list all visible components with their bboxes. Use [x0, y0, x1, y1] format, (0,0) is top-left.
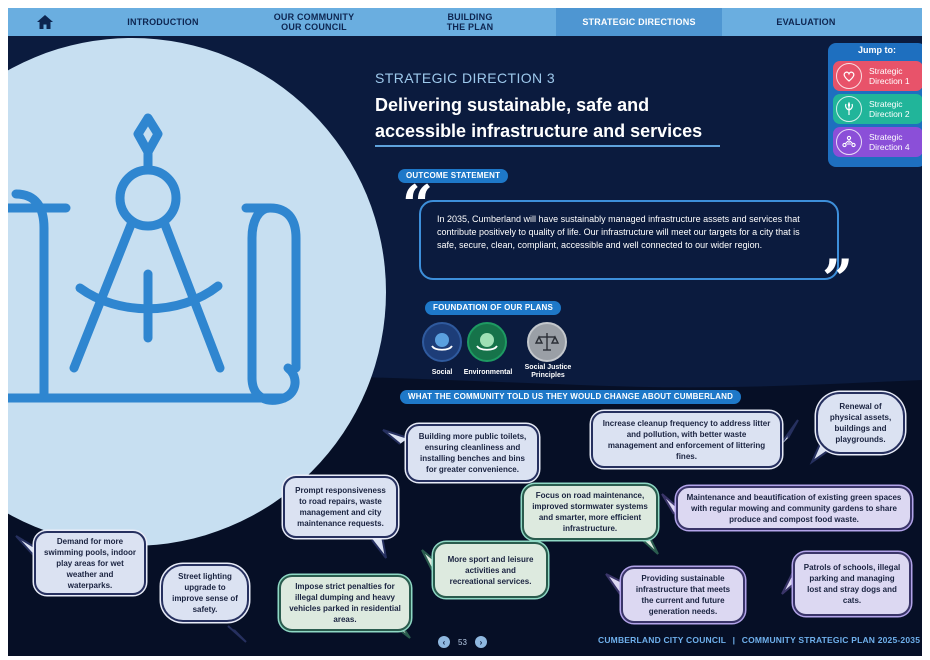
nav-evaluation-label: EVALUATION	[776, 17, 836, 27]
page-number: 53	[458, 637, 467, 647]
pagination	[438, 636, 487, 648]
feedback-bubble-sustainable-infrastructure: Providing sustainable infrastructure that meets the current and future generation needs.	[621, 567, 745, 623]
jump-2-line1: Strategic	[869, 99, 903, 109]
close-quote-icon: ”	[822, 247, 854, 311]
feedback-bubble-responsiveness: Prompt responsiveness to road repairs, waste management and city maintenance requests.	[283, 476, 398, 538]
previous-page-button[interactable]	[438, 636, 450, 648]
outcome-statement-label: OUTCOME STATEMENT	[398, 169, 508, 183]
feedback-bubble-penalties: Impose strict penalties for illegal dumping and heavy vehicles parked in residential areas.	[279, 575, 411, 631]
nav-introduction-label: INTRODUCTION	[127, 17, 199, 27]
nav-building-line1: BUILDING	[447, 12, 493, 22]
outcome-statement-text: In 2035, Cumberland will have sustainably managed infrastructure assets and services that contribute positively to quality of life. Our infrastructure will meet our targets for a city that is safe, secure, clean, compliant, accessible and well connected to our wider region.	[437, 214, 800, 250]
foundation-label: FOUNDATION OF OUR PLANS	[425, 301, 561, 315]
jump-1-line1: Strategic	[869, 66, 903, 76]
nav-strategic-directions-label: STRATEGIC DIRECTIONS	[582, 17, 696, 27]
chevron-right-icon: ›	[479, 637, 483, 647]
open-quote-icon: “	[402, 173, 434, 237]
footer-organization: CUMBERLAND CITY COUNCIL	[598, 635, 727, 645]
footer-document-title: COMMUNITY STRATEGIC PLAN 2025-2035	[741, 635, 921, 645]
footer-separator: |	[732, 635, 736, 645]
footer	[598, 635, 920, 645]
page	[8, 8, 922, 656]
community-feedback-label: WHAT THE COMMUNITY TOLD US THEY WOULD CHANGE ABOUT CUMBERLAND	[400, 390, 741, 404]
strategic-direction-label: STRATEGIC DIRECTION 3	[375, 70, 556, 86]
page-title: Delivering sustainable, safe and accessible infrastructure and services	[375, 95, 703, 141]
feedback-bubble-renewal: Renewal of physical assets, buildings and playgrounds.	[816, 392, 905, 454]
nav-our-community-line2: OUR COUNCIL	[281, 22, 347, 32]
chevron-left-icon: ‹	[442, 637, 446, 647]
feedback-bubble-patrols: Patrols of schools, illegal parking and managing lost and stray dogs and cats.	[793, 552, 911, 616]
environmental-label: Environmental	[463, 369, 513, 376]
feedback-bubble-road-maintenance: Focus on road maintenance, improved stormwater systems and smarter, more efficient infrastructure.	[522, 484, 658, 540]
jump-2-line2: Direction 2	[869, 109, 910, 119]
feedback-bubble-green-spaces: Maintenance and beautification of existing green spaces with regular mowing and community gardens to share produce and compost food waste.	[676, 486, 912, 530]
jump-4-line1: Strategic	[869, 132, 903, 142]
nav-our-community-line1: OUR COMMUNITY	[273, 12, 355, 22]
jump-to-title: Jump to:	[858, 45, 896, 55]
feedback-bubble-street-lighting: Street lighting upgrade to improve sense of safety.	[161, 564, 249, 622]
social-justice-label-line2: Principles	[531, 372, 565, 379]
social-label: Social	[431, 369, 453, 376]
jump-4-line2: Direction 4	[869, 142, 910, 152]
nav-building-line2: THE PLAN	[446, 22, 494, 32]
social-justice-label-line1: Social Justice	[524, 364, 572, 371]
feedback-bubble-cleanup: Increase cleanup frequency to address litter and pollution, with better waste management and enforcement of littering fines.	[591, 411, 782, 468]
feedback-bubble-public-toilets: Building more public toilets, ensuring cleanliness and installing benches and bins for greater convenience.	[406, 424, 539, 482]
feedback-bubble-pools: Demand for more swimming pools, indoor play areas for wet weather and waterparks.	[34, 531, 146, 595]
feedback-bubble-sport-leisure: More sport and leisure activities and recreational services.	[433, 542, 548, 598]
jump-1-line2: Direction 1	[869, 76, 910, 86]
next-page-button[interactable]	[475, 636, 487, 648]
